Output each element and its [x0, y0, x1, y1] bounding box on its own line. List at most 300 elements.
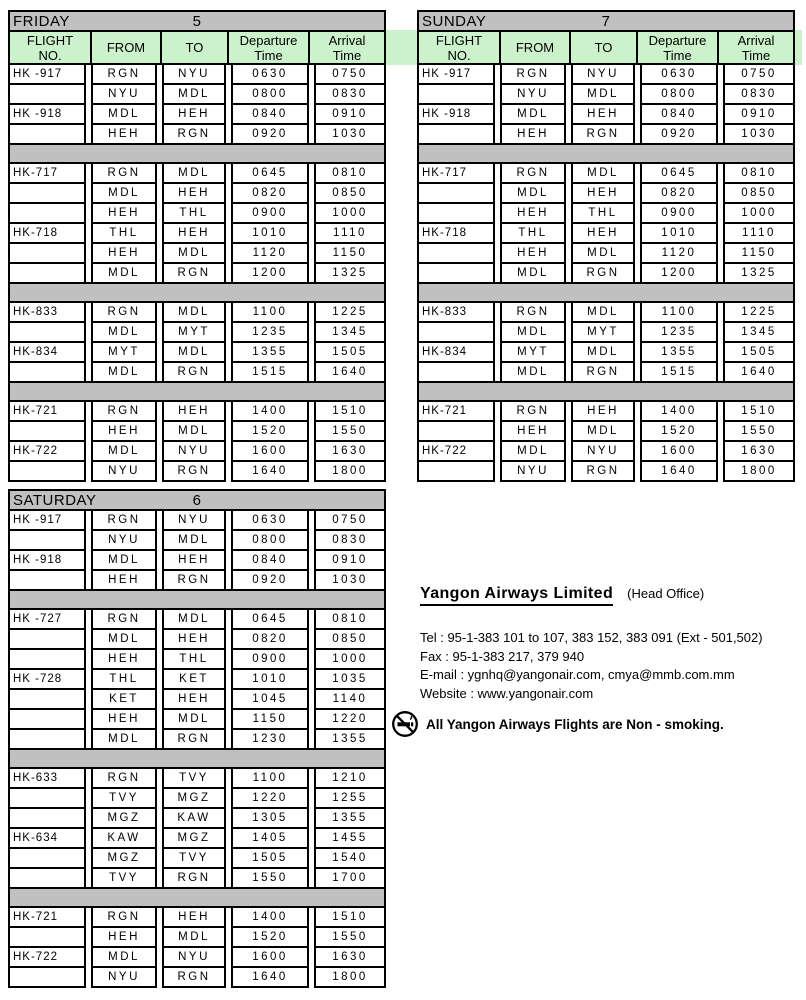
flight-row	[8, 440, 386, 462]
from-cell: HEH	[91, 926, 157, 948]
flight-row	[417, 83, 795, 105]
from-cell: MDL	[91, 549, 157, 571]
tel-line: Tel : 95-1-383 101 to 107, 383 152, 383 091 (Ext - 501,502)	[420, 630, 763, 645]
departure-time-cell: 1520	[231, 420, 309, 442]
flight-no-cell	[8, 569, 86, 591]
to-cell: NYU	[571, 63, 635, 85]
flight-row	[8, 688, 386, 710]
to-cell: MDL	[162, 926, 226, 948]
from-cell: MYT	[500, 341, 566, 363]
arrival-time-cell: 1510	[723, 400, 795, 422]
to-cell: RGN	[162, 966, 226, 988]
day-number: 7	[601, 12, 611, 30]
departure-time-cell: 1640	[640, 460, 718, 482]
to-cell: NYU	[162, 509, 226, 531]
departure-time-cell: 1520	[231, 926, 309, 948]
flight-row	[8, 608, 386, 630]
arrival-time-cell: 0910	[723, 103, 795, 125]
column-header-line: NO.	[447, 47, 471, 63]
from-cell: RGN	[91, 400, 157, 422]
flight-no-cell: HK-717	[8, 162, 86, 184]
to-cell: HEH	[162, 222, 226, 244]
arrival-time-cell: 1630	[314, 946, 386, 968]
to-cell: MDL	[162, 301, 226, 323]
to-cell: TVY	[162, 847, 226, 869]
column-header-line: Time	[332, 47, 362, 63]
departure-time-cell: 0630	[640, 63, 718, 85]
flight-no-cell: HK -917	[417, 63, 495, 85]
column-header-line: Time	[741, 47, 771, 63]
arrival-time-cell: 1355	[314, 807, 386, 829]
to-cell: HEH	[162, 628, 226, 650]
departure-time-cell: 1520	[640, 420, 718, 442]
block-separator	[8, 143, 386, 164]
column-header-line: FROM	[515, 40, 555, 55]
column-header-line: NO.	[38, 47, 62, 63]
flight-no-cell	[8, 460, 86, 482]
departure-time-cell: 1045	[231, 688, 309, 710]
flight-no-cell	[417, 361, 495, 383]
flight-no-cell	[8, 926, 86, 948]
flight-no-cell: HK-834	[8, 341, 86, 363]
to-cell: KET	[162, 668, 226, 690]
flight-row	[8, 341, 386, 363]
timetable-saturday	[8, 489, 386, 988]
arrival-time-cell: 0850	[314, 628, 386, 650]
departure-time-cell: 0840	[231, 103, 309, 125]
flight-no-cell	[417, 83, 495, 105]
arrival-time-cell: 1355	[314, 728, 386, 750]
flight-row	[8, 648, 386, 670]
to-cell: HEH	[571, 222, 635, 244]
to-cell: HEH	[162, 688, 226, 710]
departure-time-cell: 1515	[640, 361, 718, 383]
flight-row	[8, 460, 386, 482]
departure-time-cell: 1400	[231, 400, 309, 422]
from-cell: THL	[91, 222, 157, 244]
column-header-flight-no	[10, 32, 90, 63]
column-header-line: Arrival	[737, 32, 775, 48]
arrival-time-cell: 1630	[314, 440, 386, 462]
flight-no-cell: HK-634	[8, 827, 86, 849]
departure-time-cell: 1100	[640, 301, 718, 323]
departure-time-cell: 1400	[640, 400, 718, 422]
arrival-time-cell: 0850	[314, 182, 386, 204]
arrival-time-cell: 1030	[314, 569, 386, 591]
arrival-time-cell: 0750	[723, 63, 795, 85]
flight-row	[8, 946, 386, 968]
flight-row	[417, 63, 795, 85]
arrival-time-cell: 1030	[723, 123, 795, 145]
to-cell: HEH	[571, 182, 635, 204]
departure-time-cell: 0920	[231, 569, 309, 591]
column-header-flight-no	[419, 32, 499, 63]
to-cell: NYU	[162, 440, 226, 462]
from-cell: RGN	[500, 301, 566, 323]
day-number: 6	[192, 491, 202, 509]
departure-time-cell: 1150	[231, 708, 309, 730]
arrival-time-cell: 1035	[314, 668, 386, 690]
day-number: 5	[192, 12, 202, 30]
departure-time-cell: 1400	[231, 906, 309, 928]
column-header-line: FLIGHT	[435, 32, 483, 48]
departure-time-cell: 0645	[231, 608, 309, 630]
flight-no-cell: HK-722	[417, 440, 495, 462]
flight-no-cell	[417, 182, 495, 204]
to-cell: THL	[571, 202, 635, 224]
flight-no-cell: HK-721	[417, 400, 495, 422]
to-cell: MDL	[162, 341, 226, 363]
departure-time-cell: 1230	[231, 728, 309, 750]
to-cell: MDL	[571, 420, 635, 442]
flight-row	[8, 708, 386, 730]
to-cell: HEH	[162, 103, 226, 125]
flight-row	[417, 222, 795, 244]
to-cell: MDL	[162, 242, 226, 264]
day-label: SUNDAY	[422, 12, 487, 30]
flight-no-cell	[417, 242, 495, 264]
departure-time-cell: 0820	[231, 628, 309, 650]
departure-time-cell: 0900	[231, 202, 309, 224]
departure-time-cell: 1010	[640, 222, 718, 244]
flight-row	[417, 262, 795, 284]
flight-row	[8, 83, 386, 105]
to-cell: RGN	[162, 262, 226, 284]
flight-row	[417, 123, 795, 145]
departure-time-cell: 1120	[640, 242, 718, 264]
column-header-arrival-time	[308, 32, 384, 63]
to-cell: MDL	[162, 529, 226, 551]
flight-no-cell	[417, 123, 495, 145]
departure-time-cell: 1100	[231, 767, 309, 789]
arrival-time-cell: 1140	[314, 688, 386, 710]
flight-row	[8, 767, 386, 789]
from-cell: NYU	[91, 83, 157, 105]
timetable-sunday	[417, 10, 795, 482]
column-header-from	[499, 32, 569, 63]
website-line: Website : www.yangonair.com	[420, 685, 594, 701]
arrival-time-cell: 0910	[314, 103, 386, 125]
no-smoking-icon	[391, 710, 419, 738]
from-cell: NYU	[500, 83, 566, 105]
flight-row	[8, 400, 386, 422]
column-header-to	[569, 32, 636, 63]
day-title-bar	[8, 489, 386, 511]
arrival-time-cell: 1550	[314, 926, 386, 948]
arrival-time-cell: 1505	[314, 341, 386, 363]
block-separator	[8, 748, 386, 769]
flight-row	[417, 440, 795, 462]
departure-time-cell: 1405	[231, 827, 309, 849]
from-cell: MDL	[500, 361, 566, 383]
to-cell: RGN	[571, 361, 635, 383]
block-separator	[8, 589, 386, 610]
departure-time-cell: 1515	[231, 361, 309, 383]
column-header-departure-time	[227, 32, 308, 63]
departure-time-cell: 1200	[231, 262, 309, 284]
departure-time-cell: 0920	[231, 123, 309, 145]
block-separator	[417, 381, 795, 402]
arrival-time-cell: 0810	[723, 162, 795, 184]
to-cell: NYU	[571, 440, 635, 462]
flight-row	[417, 103, 795, 125]
flight-no-cell	[417, 262, 495, 284]
day-title-bar	[417, 10, 795, 32]
fax-line: Fax : 95-1-383 217, 379 940	[420, 648, 585, 664]
from-cell: THL	[500, 222, 566, 244]
departure-time-cell: 0800	[640, 83, 718, 105]
to-cell: RGN	[571, 262, 635, 284]
flight-row	[8, 420, 386, 442]
flight-no-cell	[8, 807, 86, 829]
departure-time-cell: 0900	[640, 202, 718, 224]
from-cell: MDL	[91, 103, 157, 125]
flight-no-cell	[8, 529, 86, 551]
arrival-time-cell: 1210	[314, 767, 386, 789]
departure-time-cell: 0645	[231, 162, 309, 184]
from-cell: RGN	[91, 906, 157, 928]
arrival-time-cell: 1800	[314, 966, 386, 988]
flight-no-cell	[8, 321, 86, 343]
from-cell: NYU	[91, 460, 157, 482]
flight-no-cell	[8, 262, 86, 284]
flight-row	[8, 628, 386, 650]
arrival-time-cell: 1630	[723, 440, 795, 462]
flight-row	[8, 509, 386, 531]
to-cell: RGN	[162, 867, 226, 889]
arrival-time-cell: 1510	[314, 400, 386, 422]
arrival-time-cell: 1640	[314, 361, 386, 383]
flight-no-cell	[8, 728, 86, 750]
from-cell: TVY	[91, 867, 157, 889]
arrival-time-cell: 1150	[723, 242, 795, 264]
arrival-time-cell: 1220	[314, 708, 386, 730]
from-cell: NYU	[91, 529, 157, 551]
arrival-time-cell: 1225	[314, 301, 386, 323]
departure-time-cell: 1550	[231, 867, 309, 889]
to-cell: MDL	[162, 420, 226, 442]
arrival-time-cell: 0810	[314, 162, 386, 184]
flight-row	[8, 361, 386, 383]
column-header-line: Time	[254, 47, 283, 63]
flight-no-cell: HK -728	[8, 668, 86, 690]
flight-row	[8, 123, 386, 145]
arrival-time-cell: 0830	[314, 529, 386, 551]
from-cell: MDL	[91, 728, 157, 750]
from-cell: HEH	[500, 202, 566, 224]
flight-no-cell: HK-722	[8, 946, 86, 968]
flight-row	[8, 668, 386, 690]
arrival-time-cell: 1000	[314, 648, 386, 670]
arrival-time-cell: 1505	[723, 341, 795, 363]
column-header-line: Departure	[239, 32, 298, 48]
column-header-line: TO	[594, 40, 613, 55]
to-cell: HEH	[571, 400, 635, 422]
flight-no-cell	[8, 688, 86, 710]
departure-time-cell: 1640	[231, 460, 309, 482]
departure-time-cell: 0800	[231, 83, 309, 105]
day-label: FRIDAY	[13, 12, 70, 30]
flight-row	[417, 182, 795, 204]
from-cell: MDL	[91, 946, 157, 968]
column-header-line: Arrival	[328, 32, 366, 48]
departure-time-cell: 0920	[640, 123, 718, 145]
company-heading	[420, 585, 704, 606]
from-cell: RGN	[500, 400, 566, 422]
arrival-time-cell: 0810	[314, 608, 386, 630]
to-cell: MDL	[571, 242, 635, 264]
flight-row	[8, 529, 386, 551]
column-header-to	[160, 32, 227, 63]
from-cell: MYT	[91, 341, 157, 363]
flight-row	[8, 182, 386, 204]
to-cell: THL	[162, 648, 226, 670]
flight-no-cell	[8, 242, 86, 264]
from-cell: HEH	[500, 242, 566, 264]
from-cell: HEH	[91, 420, 157, 442]
departure-time-cell: 1600	[231, 440, 309, 462]
arrival-time-cell: 1000	[723, 202, 795, 224]
flight-no-cell: HK-721	[8, 400, 86, 422]
departure-time-cell: 0645	[640, 162, 718, 184]
arrival-time-cell: 1325	[314, 262, 386, 284]
to-cell: RGN	[162, 728, 226, 750]
arrival-time-cell: 1110	[314, 222, 386, 244]
to-cell: MGZ	[162, 787, 226, 809]
departure-time-cell: 1600	[231, 946, 309, 968]
from-cell: HEH	[500, 123, 566, 145]
nonsmoking-notice	[391, 710, 724, 738]
to-cell: HEH	[162, 182, 226, 204]
from-cell: RGN	[91, 767, 157, 789]
flight-no-cell: HK-721	[8, 906, 86, 928]
departure-time-cell: 0900	[231, 648, 309, 670]
flight-no-cell: HK-717	[417, 162, 495, 184]
flight-no-cell	[417, 321, 495, 343]
arrival-time-cell: 1550	[723, 420, 795, 442]
block-separator	[417, 282, 795, 303]
from-cell: MDL	[500, 440, 566, 462]
from-cell: HEH	[91, 123, 157, 145]
departure-time-cell: 1200	[640, 262, 718, 284]
flight-row	[417, 361, 795, 383]
arrival-time-cell: 1345	[314, 321, 386, 343]
departure-time-cell: 1120	[231, 242, 309, 264]
to-cell: MYT	[571, 321, 635, 343]
from-cell: MDL	[91, 321, 157, 343]
column-header-line: TO	[185, 40, 204, 55]
to-cell: HEH	[162, 400, 226, 422]
arrival-time-cell: 1255	[314, 787, 386, 809]
departure-time-cell: 1505	[231, 847, 309, 869]
from-cell: RGN	[91, 162, 157, 184]
flight-row	[8, 807, 386, 829]
header-green-gap-strip	[386, 30, 419, 65]
arrival-time-cell: 1150	[314, 242, 386, 264]
block-separator	[8, 282, 386, 303]
to-cell: HEH	[162, 906, 226, 928]
flight-no-cell	[417, 202, 495, 224]
flight-no-cell: HK-722	[8, 440, 86, 462]
flight-row	[8, 202, 386, 224]
to-cell: THL	[162, 202, 226, 224]
head-office-label: (Head Office)	[627, 586, 705, 601]
to-cell: NYU	[162, 63, 226, 85]
flight-row	[8, 242, 386, 264]
column-header-from	[90, 32, 160, 63]
from-cell: MDL	[91, 440, 157, 462]
from-cell: MDL	[500, 321, 566, 343]
block-separator	[8, 381, 386, 402]
flight-row	[8, 569, 386, 591]
day-title-bar	[8, 10, 386, 32]
arrival-time-cell: 0910	[314, 549, 386, 571]
from-cell: MDL	[91, 628, 157, 650]
flight-no-cell: HK-718	[8, 222, 86, 244]
flight-no-cell	[8, 361, 86, 383]
arrival-time-cell: 1640	[723, 361, 795, 383]
flight-no-cell: HK-633	[8, 767, 86, 789]
arrival-time-cell: 1700	[314, 867, 386, 889]
from-cell: MDL	[500, 182, 566, 204]
column-header-line: Time	[663, 47, 692, 63]
from-cell: HEH	[500, 420, 566, 442]
flight-row	[417, 242, 795, 264]
flight-no-cell: HK -918	[8, 103, 86, 125]
departure-time-cell: 1235	[640, 321, 718, 343]
from-cell: HEH	[91, 202, 157, 224]
departure-time-cell: 0820	[231, 182, 309, 204]
flight-row	[8, 906, 386, 928]
arrival-time-cell: 1800	[723, 460, 795, 482]
arrival-time-cell: 1030	[314, 123, 386, 145]
from-cell: MDL	[91, 361, 157, 383]
arrival-time-cell: 1000	[314, 202, 386, 224]
timetable-friday	[8, 10, 386, 482]
arrival-time-cell: 1345	[723, 321, 795, 343]
flight-row	[8, 728, 386, 750]
departure-time-cell: 0840	[640, 103, 718, 125]
departure-time-cell: 0840	[231, 549, 309, 571]
flight-no-cell	[8, 847, 86, 869]
flight-row	[417, 341, 795, 363]
flight-row	[8, 867, 386, 889]
arrival-time-cell: 1225	[723, 301, 795, 323]
to-cell: MDL	[162, 162, 226, 184]
flight-no-cell	[8, 787, 86, 809]
departure-time-cell: 1100	[231, 301, 309, 323]
departure-time-cell: 1305	[231, 807, 309, 829]
flight-no-cell	[8, 708, 86, 730]
flight-no-cell	[8, 420, 86, 442]
to-cell: NYU	[162, 946, 226, 968]
column-header-row	[8, 30, 386, 65]
arrival-time-cell: 1510	[314, 906, 386, 928]
arrival-time-cell: 0830	[723, 83, 795, 105]
from-cell: NYU	[91, 966, 157, 988]
arrival-time-cell: 0850	[723, 182, 795, 204]
flight-no-cell: HK-718	[417, 222, 495, 244]
to-cell: HEH	[571, 103, 635, 125]
departure-time-cell: 1355	[231, 341, 309, 363]
departure-time-cell: 0820	[640, 182, 718, 204]
from-cell: RGN	[500, 63, 566, 85]
departure-time-cell: 0630	[231, 509, 309, 531]
flight-no-cell	[8, 628, 86, 650]
to-cell: HEH	[162, 549, 226, 571]
flight-no-cell	[8, 182, 86, 204]
flight-no-cell	[8, 867, 86, 889]
